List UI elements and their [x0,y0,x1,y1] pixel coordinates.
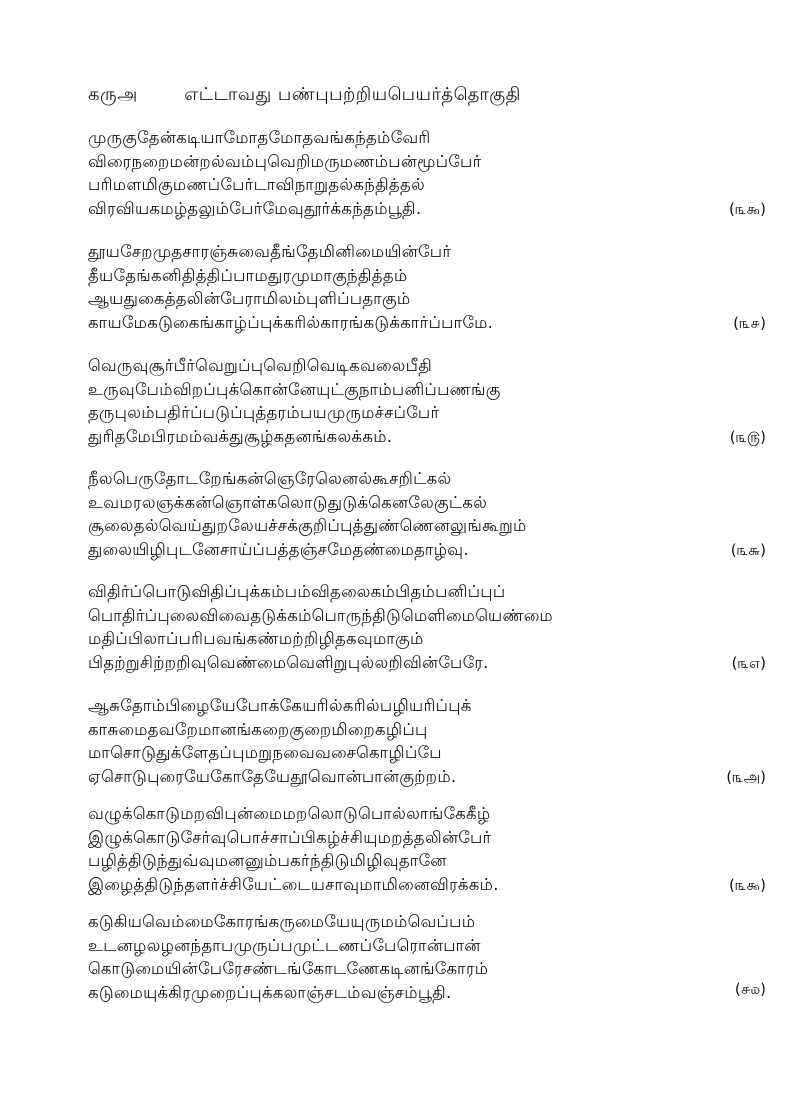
verse-line: உவமரலஞக்கன்ஞொள்கலொடுதுடுக்கெனலேகுட்கல் [88,492,488,512]
verse-line: விதிர்ப்பொடுவிதிப்புக்கம்பம்விதலைகம்பிதம்பனிப்புப் [88,582,506,601]
verse-stanza [88,580,766,674]
verse-number: (௩௬) [730,541,766,559]
verse-line: உடனழலழனந்தாபமுருப்பமுட்டணப்பேரொன்பான் [88,935,481,955]
verse-line: இழுக்கொடுசேர்வுபொச்சாப்பிகழ்ச்சியுமறத்தலின்பேர் [88,827,492,847]
verse-number: (௩௯) [729,876,766,894]
verse-line: மதிப்பிலாப்பரிபவங்கண்மற்றிழிதகவுமாகும் [88,629,424,648]
verse-line: கடுகியவெம்மைகோரங்கருமையேயுருமம்வெப்பம் [88,912,476,931]
verse-line: உருவுபேம்விறப்புக்கொன்னேயுட்குநாம்பனிப்பணங்கு [88,379,501,399]
verse-line: துரிதமேபிரமம்வக்துசூழ்கதனங்கலக்கம். [88,426,393,446]
verse-number: (௩௭) [731,654,766,672]
verse-line: பழித்திடுந்துவ்வுமனனும்பகர்ந்திடுமிழிவுதானே [88,851,447,870]
verse-line: கடுமையுக்கிரமுறைப்புக்கலாஞ்சடம்வஞ்சம்பூதி. [88,982,452,1002]
section-header [88,84,521,107]
verse-line: தீயதேங்கனிதித்திப்பாமதுரமுமாகுந்தித்தம் [88,265,408,285]
page-number: கருஅ [88,84,138,105]
verse-number: (௩௪) [733,314,766,332]
verse-line: வெருவுசூர்பீர்வெறுப்புவெறிவெடிகவலைபீதி [88,356,433,375]
verse-line: விரைநறைமன்றல்வம்புவெறிமருமணம்பன்மூப்பேர் [88,151,482,171]
section-title: எட்டாவது பண்புபற்றியபெயர்த்தொகுதி [184,84,521,105]
verse-line: தருபுலம்பதிர்ப்படுப்புத்தரம்பயமுருமச்சப்பேர் [88,403,440,422]
verse-line: ஆசுதோம்பிழையேபோக்கேயரில்கரில்பழியரிப்புக் [88,696,472,715]
verse-line: சூலைதல்வெய்துறலேயச்சக்குறிப்புத்துண்ணெனலுங்கூறும் [88,516,527,535]
verse-line: பிதற்றுசிற்றறிவுவெண்மைவெளிறுபுல்லறிவின்பேரே. [88,652,489,672]
verse-number: (௩௯) [729,200,766,218]
verse-stanza [88,694,766,788]
verse-number: (௩௫) [729,428,766,446]
verse-line: ஏசொடுபுரையேகோதேயேதூவொன்பான்குற்றம். [88,766,457,786]
verse-stanza [88,910,766,1004]
verse-number: (௪௰) [734,980,766,998]
verse-stanza [88,467,766,561]
verse-stanza [88,802,766,896]
verse-line: காசுமைதவறேமானங்கறைகுறைமிறைகழிப்பு [88,719,428,739]
verse-line: இழைத்திடுந்தளர்ச்சியேட்டையசாவுமாமினைவிரக்கம். [88,874,499,894]
verse-line: தூயசேறமுதசாரஞ்சுவைதீங்தேமினிமையின்பேர் [88,242,452,261]
verse-line: ஆயதுகைத்தலின்பேராமிலம்புளிப்பதாகும் [88,289,411,308]
verse-line: பொதிர்ப்புலைவிவைதடுக்கம்பொருந்திடுமெளிமையெண்மை [88,605,553,625]
verse-line: நீலபெருதோடறேங்கன்ஞெரேலெனல்கூசறிட்கல் [88,469,452,488]
verse-line: துலையிழிபுடனேசாய்ப்பத்தஞ்சமேதண்மைதாழ்வு. [88,539,469,559]
verse-stanza [88,126,766,220]
verse-line: முருகுதேன்கடியாமோதமோதவங்கந்தம்வேரி [88,128,431,147]
verse-line: விரவியகமழ்தலும்பேர்மேவுதூர்க்கந்தம்பூதி. [88,198,422,218]
verse-stanza [88,354,766,448]
verse-line: காயமேகடுகைங்காழ்ப்புக்கரில்காரங்கடுக்கார்ப்பாமே. [88,312,494,332]
verse-stanza [88,240,766,334]
verse-number: (௩அ) [726,768,766,786]
verse-line: பரிமளமிகுமணப்பேர்டாவிநாறுதல்கந்தித்தல் [88,175,426,194]
verse-line: கொடுமையின்பேரேசண்டங்கோடணேகடினங்கோரம் [88,959,489,978]
verse-line: மாசொடுதுக்ளேதப்புமறுநவைவசைகொழிப்பே [88,743,442,762]
verse-line: வழுக்கொடுமறவிபுன்மைமறலொடுபொல்லாங்கேகீழ் [88,804,491,823]
